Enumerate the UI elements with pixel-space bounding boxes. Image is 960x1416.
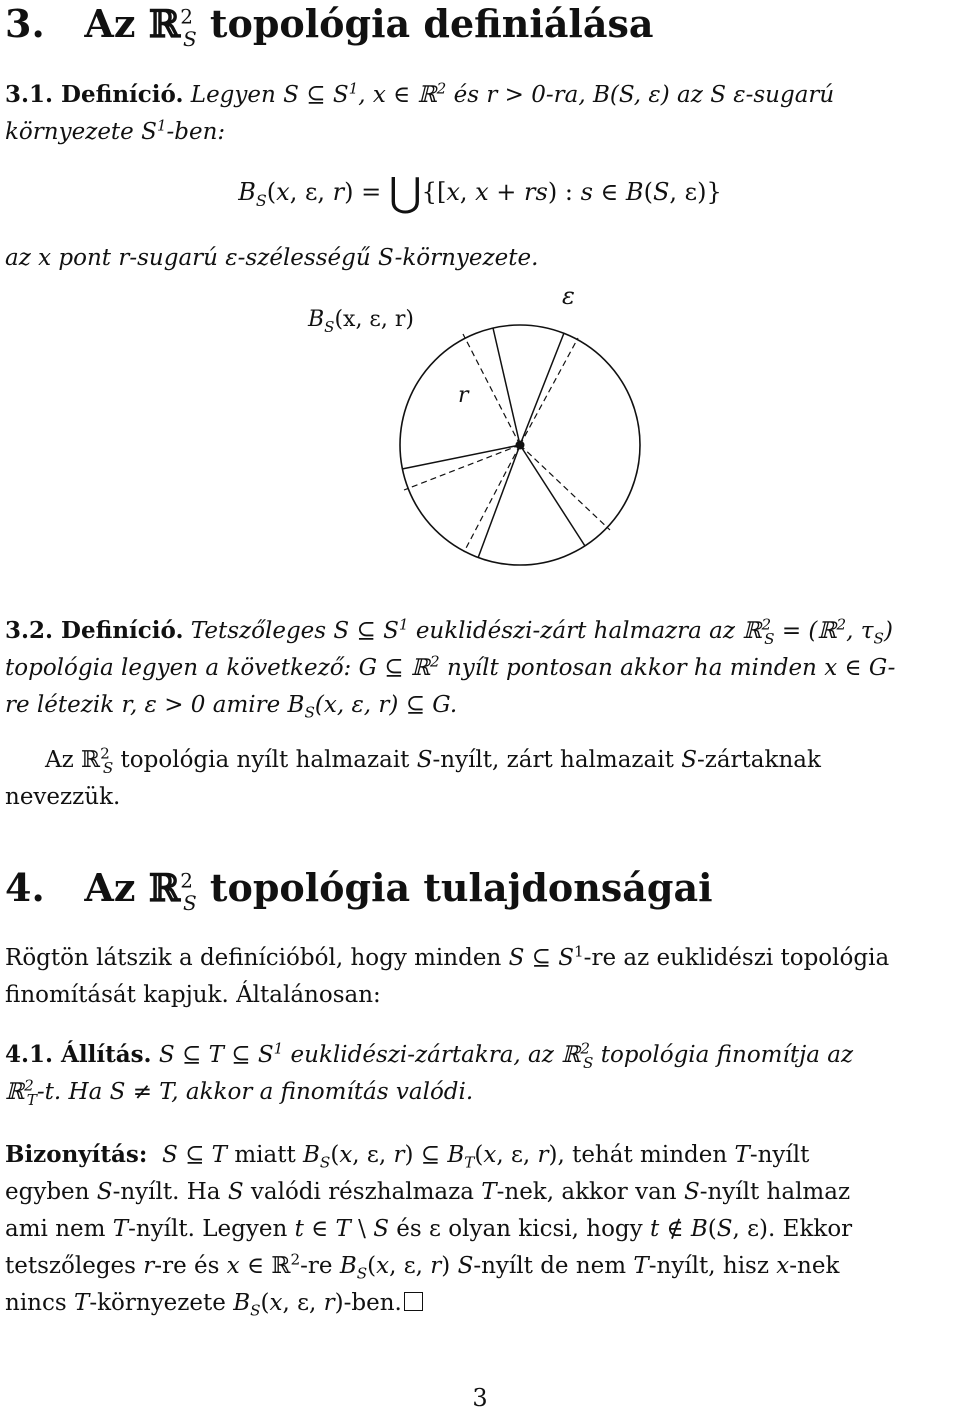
claim-4-1: 4.1. Állítás. S ⊆ T ⊆ $S^1$ euklidészi-zártakra, az ℝ$^2_S$ topológia finomítja az ℝ$^2_T$-t. Ha S ≠ T, akkor a finomítás valódi. xyxy=(5,1039,854,1109)
center-point-x xyxy=(516,441,525,450)
label-epsilon: ε xyxy=(562,282,575,310)
qed-square-icon xyxy=(404,1292,423,1311)
label-ball: $B_S(x$, ε, r) xyxy=(308,307,414,336)
section-number: 4. xyxy=(5,865,45,910)
section-4-heading: 4. Az ℝ$^2_S$ topológia tulajdonságai xyxy=(5,865,713,915)
definition-3-1: 3.1. Definíció. Legyen S ⊆ $S^1$, x ∈ ℝ$^2$ és r > 0-ra, B(S, ε) az S ε-sugarú környezete $S^1$-ben: xyxy=(5,79,835,145)
display-formula-ball: $B_S(x$, ε, r) = ⋃{[x, x + rs) : s ∈ B(S, ε)} xyxy=(238,170,722,216)
proof-label: Bizonyítás: xyxy=(5,1141,148,1168)
figure-ball-diagram xyxy=(290,282,670,582)
section-3-heading: 3. Az ℝ$^2_S$ topológia definiálása xyxy=(5,1,654,51)
definition-3-1-tail: az x pont r-sugarú ε-szélességű S-környezete. xyxy=(5,245,539,271)
definition-label: 3.2. Definíció. xyxy=(5,617,184,644)
claim-label: 4.1. Állítás. xyxy=(5,1041,152,1068)
dashed-boundaries xyxy=(404,334,610,552)
definition-label: 3.1. Definíció. xyxy=(5,81,184,108)
definition-3-2: 3.2. Definíció. Tetszőleges S ⊆ $S^1$ euklidészi-zárt halmazra az ℝ$^2_S$ = (ℝ$^2$, $\tau_S$) topológia legyen a következő: G ⊆ ℝ$^2$ nyílt pontosan akkor ha minden x ∈ G- re létezik r, ε > 0 amire $B_S(x$, ε, r) ⊆ G. xyxy=(5,615,896,722)
proof: Bizonyítás: S ⊆ T miatt $B_S(x$, ε, r) ⊆ $B_T(x$, ε, r), tehát minden T-nyílt egyben S-nyílt. Ha S valódi részhalmaza T-nek, akkor van S-nyílt halmaz ami nem T-nyílt. Legyen t ∈ T \ S és ε olyan kicsi, hogy t ∉ B(S, ε). Ekkor tetszőleges r-re és x ∈ ℝ$^2$-re $B_S(x$, ε, r) S-nyílt de nem T-nyílt, hisz x-nek nincs T-környezete $B_S(x$, ε, r)-ben. xyxy=(5,1141,853,1320)
section-4-intro: Rögtön látszik a definícióból, hogy minden S ⊆ $S^1-re$ az euklidészi topológia finomítását kapjuk. Általánosan: xyxy=(5,942,890,1008)
section-number: 3. xyxy=(5,1,45,46)
page-number: 3 xyxy=(472,1384,488,1412)
label-r: r xyxy=(458,383,469,408)
definition-3-2-remark: Az ℝ$^2_S$ topológia nyílt halmazait S-nyílt, zárt halmazait S-zártaknak nevezzük. xyxy=(5,744,821,810)
